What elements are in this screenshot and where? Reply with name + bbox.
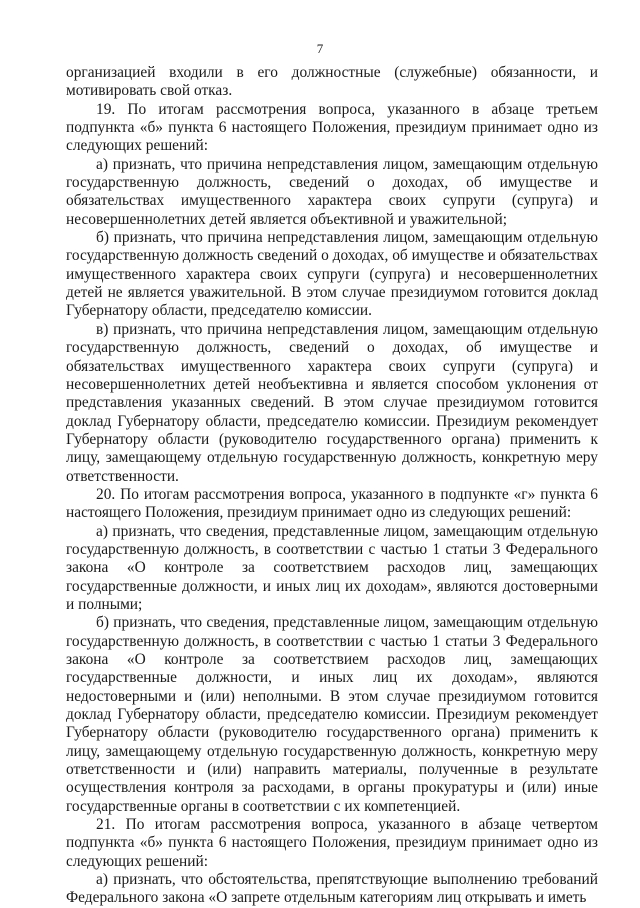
paragraph-21-a: а) признать, что обстоятельства, препятствующие выполнению требований Федерального закона «О запрете отдельным категориям лиц открывать и иметь <box>66 871 598 907</box>
paragraph-item-21: 21. По итогам рассмотрения вопроса, указанного в абзаце четвертом подпункта «б» пункта 6 настоящего Положения, президиум принимает одно из следующих решений: <box>66 816 598 870</box>
paragraph-20-a: а) признать, что сведения, представленные лицом, замещающим отдельную государственную должность, в соответствии с частью 1 статьи 3 Федерального закона «О контроле за соответствием расходов лиц, замещающих государственные должности, и иных лиц их доходам», являются достоверными и полными; <box>66 522 598 613</box>
paragraph-19-v: в) признать, что причина непредставления лицом, замещающим отдельную государственную должность, сведений о доходах, об имуществе и обязательствах имущественного характера своих супруги (супруга) и несовершеннолетних детей необъективна и является способом уклонения от представления указанных сведений. В этом случае президиумом готовится доклад Губернатору области, председателю комиссии. Президиум рекомендует Губернатору области (руководителю государственного органа) применить к лицу, замещающему отдельную государственную должность, конкретную меру ответственности. <box>66 320 598 485</box>
page-number: 7 <box>316 41 324 56</box>
paragraph-item-20: 20. По итогам рассмотрения вопроса, указанного в подпункте «г» пункта 6 настоящего Положения, президиум принимает одно из следующих решений: <box>66 485 598 522</box>
paragraph-20-b: б) признать, что сведения, представленные лицом, замещающим отдельную государственную должность, в соответствии с частью 1 статьи 3 Федерального закона «О контроле за соответствием расходов лиц, замещающих государственные должности, и иных лиц их доходам», являются недостоверными и (или) неполными. В этом случае президиумом готовится доклад Губернатору области, председателю комиссии. Президиум рекомендует Губернатору области (руководителю государственного органа) применить к лицу, замещающему отдельную государственную должность, конкретную меру ответственности и (или) направить материалы, полученные в результате осуществления контроля за расходами, в органы прокуратуры и (или) иные государственные органы в соответствии с их компетенцией. <box>66 614 598 815</box>
paragraph-19-b: б) признать, что причина непредставления лицом, замещающим отдельную государственную должность сведений о доходах, об имуществе и обязательствах имущественного характера своих супруги (супруга) и несовершеннолетних детей не является уважительной. В этом случае президиумом готовится доклад Губернатору области, председателю комиссии. <box>66 229 598 320</box>
paragraph-19-a: а) признать, что причина непредставления лицом, замещающим отдельную государственную должность, сведений о доходах, об имуществе и обязательствах имущественного характера своих супруги (супруга) и несовершеннолетних детей является объективной и уважительной; <box>66 155 598 228</box>
document-body <box>66 64 598 908</box>
paragraph-item-19: 19. По итогам рассмотрения вопроса, указанного в абзаце третьем подпункта «б» пункта 6 настоящего Положения, президиум принимает одно из следующих решений: <box>66 100 598 155</box>
paragraph-continuation: организацией входили в его должностные (служебные) обязанности, и мотивировать свой отказ. <box>66 64 598 100</box>
